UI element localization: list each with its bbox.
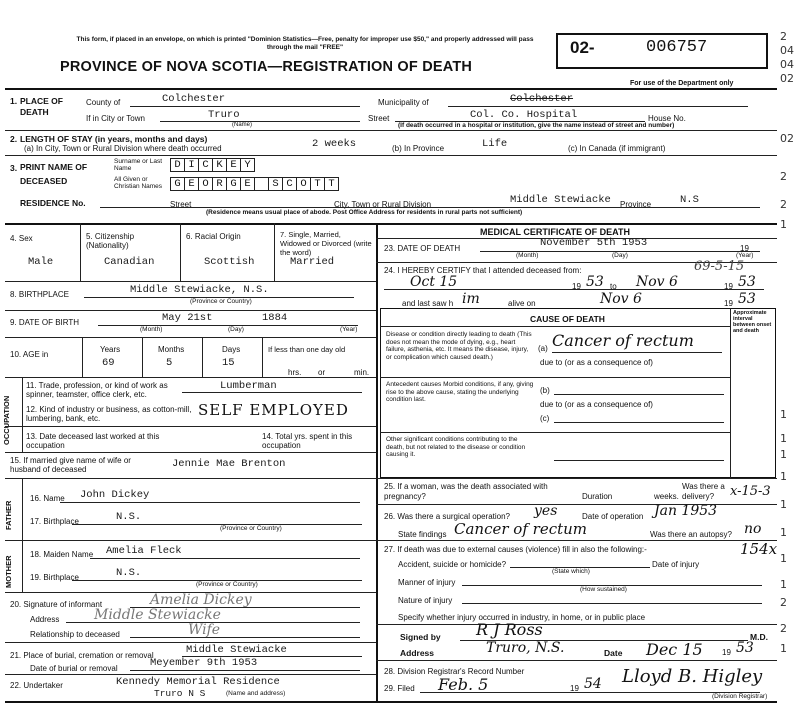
physician-date-19: 19 — [722, 648, 731, 657]
divider — [80, 223, 81, 281]
mother-bp-value: N.S. — [116, 567, 142, 579]
divider — [376, 660, 777, 661]
dod-value: November 5th 1953 — [540, 237, 648, 249]
margin-code: 1 — [780, 578, 787, 591]
weeks-label: weeks. — [654, 492, 679, 501]
dob-month-hint: (Month) — [140, 326, 163, 333]
cause-code-note: 154x — [740, 540, 778, 558]
place-label: PLACE OF DEATH — [20, 96, 63, 117]
to-19: 19 — [724, 282, 733, 291]
residence-label: RESIDENCE No. — [20, 198, 86, 208]
external-label: 27. If death was due to external causes (violence) fill in also the following:- — [384, 545, 647, 554]
dob-label: 9. DATE OF BIRTH — [10, 318, 80, 327]
divider — [274, 223, 275, 281]
divider — [142, 337, 143, 377]
last-saw-label: and last saw h — [402, 299, 454, 308]
divider — [5, 540, 376, 541]
center-divider — [376, 223, 378, 701]
racial-value: Scottish — [204, 256, 255, 268]
given-letter-box: E — [184, 177, 199, 191]
occupation-side-label: OCCUPATION — [2, 395, 11, 445]
min-label: min. — [354, 368, 370, 377]
due-to-b: due to (or as a consequence of) — [540, 400, 653, 409]
street-value: Col. Co. Hospital — [470, 109, 578, 121]
city-value: Truro — [208, 109, 240, 121]
surname-label: Surname or Last Name — [114, 158, 163, 172]
city-label: If in City or Town — [86, 114, 145, 123]
citizenship-label: 5. Citizenship (Nationality) — [86, 232, 135, 250]
divider — [5, 452, 376, 453]
stay-a-value: 2 weeks — [312, 138, 357, 150]
underline — [554, 422, 724, 423]
filed-value: Feb. 5 — [438, 675, 489, 694]
given-letter-box: T — [310, 177, 325, 191]
surname-letter-box: K — [212, 158, 227, 172]
months-label: Months — [158, 345, 185, 354]
date-op-label: Date of operation — [582, 512, 644, 521]
given-letter-box: R — [212, 177, 227, 191]
date-injury-label: Date of injury — [652, 560, 700, 569]
filed-year: 54 — [584, 676, 602, 692]
approx-interval-label: Approximate interval between onset and death — [733, 310, 772, 334]
divider — [376, 478, 777, 479]
divider — [82, 337, 83, 377]
physician-date: Dec 15 — [646, 640, 703, 659]
margin-code: 1 — [780, 218, 787, 231]
margin-code: 1 — [780, 448, 787, 461]
underline — [100, 207, 760, 208]
municipality-label: Municipality of — [378, 98, 429, 107]
less-day-label: If less than one day old — [268, 345, 346, 354]
dod-19: 19 — [740, 244, 749, 253]
informant-signature: Amelia Dickey — [150, 592, 252, 608]
undertaker-label: 22. Undertaker — [10, 681, 63, 690]
birthplace-hint: (Province or Country) — [190, 298, 252, 305]
frame-bottom — [5, 701, 777, 703]
underline — [448, 106, 748, 107]
burial-place-value: Middle Stewiacke — [186, 644, 287, 656]
dob-day-hint: (Day) — [228, 326, 244, 333]
relationship-label: Relationship to deceased — [30, 630, 120, 639]
certify-label: 24. I HEREBY CERTIFY that I attended deceased from: — [384, 266, 582, 275]
mother-bp-hint: (Province or Country) — [196, 581, 258, 588]
physician-address: Truro, N.S. — [486, 640, 565, 656]
divider — [380, 432, 730, 433]
margin-code: 2 — [780, 30, 787, 43]
given-letter-box: T — [324, 177, 339, 191]
date-op-value: Jan 1953 — [654, 503, 718, 519]
dob-year: 1884 — [262, 312, 288, 324]
name-hint: (Name) — [232, 122, 253, 128]
dob-month-day: May 21st — [162, 312, 213, 324]
due-to-a: due to (or as a consequence of) — [540, 358, 653, 367]
cause-c-prefix: (c) — [540, 414, 550, 423]
registrar-signature: Lloyd B. Higley — [622, 666, 763, 687]
divider — [5, 426, 376, 427]
immediate-cause-label: Disease or condition directly leading to death (This does not mean the mode of dying, e.g., heart failure, asthenia, etc. It means the disease, injury, or complication which caused death.) — [386, 331, 532, 361]
margin-code: 1 — [780, 470, 787, 483]
underline — [182, 392, 362, 393]
spouse-value: Jennie Mae Brenton — [172, 458, 286, 470]
birthplace-value: Middle Stewiacke, N.S. — [130, 284, 269, 296]
dod-year-hint: (Year) — [736, 252, 754, 259]
name-label: PRINT NAME OF DECEASED — [20, 162, 88, 186]
surname-letter-box: I — [184, 158, 199, 172]
birthplace-label: 8. BIRTHPLACE — [10, 290, 69, 299]
margin-code: 2 — [780, 622, 787, 635]
margin-code: 2 — [780, 170, 787, 183]
age-calculation-note: 69-5-15 — [694, 259, 745, 274]
informant-address-label: Address — [30, 615, 60, 624]
underline — [72, 524, 362, 525]
mother-name-label: 18. Maiden Name — [30, 550, 94, 559]
father-bp-label: 17. Birthplace — [30, 517, 79, 526]
antecedent-label: Antecedent causes Morbid conditions, if any, giving rise to the above cause, stating the underlying condition last. — [386, 381, 534, 403]
registration-prefix: 02- — [570, 38, 595, 57]
divider — [5, 337, 376, 338]
mother-bp-label: 19. Birthplace — [30, 573, 79, 582]
undertaker-value: Kennedy Memorial Residence — [116, 676, 280, 688]
dod-day-hint: (Day) — [612, 252, 628, 259]
margin-code: 2 — [780, 596, 787, 609]
relationship-value: Wife — [188, 622, 221, 638]
divider — [22, 377, 23, 452]
other-conditions-label: Other significant conditions contributing to the death, but not related to the disease or condition causing it. — [386, 436, 526, 458]
surname-letter-box: Y — [240, 158, 255, 172]
alive-on-label: alive on — [508, 299, 536, 308]
attended-from: Oct 15 — [410, 274, 458, 290]
underline — [130, 106, 360, 107]
underline — [552, 352, 722, 353]
alive-on-value: Nov 6 — [600, 291, 642, 307]
alive-19: 19 — [724, 299, 733, 308]
divider — [376, 540, 777, 541]
residence-street-label: Street — [170, 200, 192, 209]
registrar-record-label: 28. Division Registrar's Record Number — [384, 667, 525, 676]
trade-value: Lumberman — [220, 380, 277, 392]
physician-date-label: Date — [604, 648, 623, 658]
last-saw-him: im — [462, 291, 480, 307]
father-name-value: John Dickey — [80, 489, 150, 501]
physician-signature: R J Ross — [476, 620, 543, 639]
divider — [730, 308, 731, 478]
burial-place-label: 21. Place of burial, cremation or removal — [10, 651, 154, 660]
residence-province: N.S — [680, 194, 699, 206]
informant-address: Middle Stewiacke — [94, 607, 221, 623]
given-label: All Given or Christian Names — [114, 176, 163, 190]
registration-number: 006757 — [646, 38, 708, 57]
undertaker-city: Truro N S — [154, 688, 206, 699]
residence-division-label: City, Town or Rural Division — [334, 200, 432, 209]
underline — [60, 502, 360, 503]
last-worked-label: 13. Date deceased last worked at this occupation — [26, 432, 160, 450]
stay-b-value: Life — [482, 138, 508, 150]
mother-name-value: Amelia Fleck — [106, 545, 182, 557]
divider — [5, 310, 376, 311]
surname-letter-box: C — [198, 158, 213, 172]
name-num: 3. — [10, 163, 18, 173]
filed-label: 29. Filed — [384, 684, 415, 693]
registrar-hint: (Division Registrar) — [712, 693, 768, 700]
divider — [5, 377, 376, 378]
years-label: Years — [100, 345, 121, 354]
autopsy-label: Was there an autopsy? — [650, 530, 732, 539]
specify-label: Specify whether injury occurred in industry, in home, or in public place — [398, 613, 646, 622]
trade-label: 11. Trade, profession, or kind of work as spinner, teamster, office clerk, etc. — [26, 381, 168, 399]
statistical-code-note: x-15-3 — [730, 484, 771, 499]
divider — [5, 642, 376, 643]
given-letter-box — [254, 177, 269, 191]
given-letter-box: G — [170, 177, 185, 191]
days-label: Days — [222, 345, 241, 354]
underline — [130, 637, 360, 638]
stay-a-label: (a) In City, Town or Rural Division where death occurred — [24, 144, 222, 153]
status-label: 7. Single, Married, Widowed or Divorced (write the word) — [280, 230, 372, 257]
stay-num: 2. — [10, 134, 18, 144]
margin-code: 04 — [780, 44, 794, 57]
stay-label: LENGTH OF STAY (in years, months and days) — [20, 134, 208, 144]
margin-code: 04 — [780, 58, 794, 71]
cause-a-prefix: (a) — [538, 344, 548, 353]
hospital-note: (If death occurred in a hospital or institution, give the name instead of street and number) — [398, 122, 675, 129]
accident-label: Accident, suicide or homicide? — [398, 560, 507, 569]
margin-code: 2 — [780, 198, 787, 211]
margin-code: 02 — [780, 132, 794, 145]
municipality-value: Colchester — [510, 93, 574, 105]
father-bp-hint: (Province or Country) — [220, 525, 282, 532]
county-label: County of — [86, 98, 121, 107]
findings-value: Cancer of rectum — [454, 520, 588, 538]
alive-year: 53 — [738, 291, 756, 307]
spouse-label: 15. If married give name of wife or husband of deceased — [10, 456, 131, 474]
age-days: 15 — [222, 357, 235, 369]
father-name-label: 16. Name — [30, 494, 65, 503]
residence-division: Middle Stewiacke — [510, 194, 611, 206]
divider — [5, 155, 777, 156]
divider — [5, 674, 376, 675]
cause-title: CAUSE OF DEATH — [530, 314, 605, 324]
medical-title: MEDICAL CERTIFICATE OF DEATH — [480, 227, 630, 237]
racial-label: 6. Racial Origin — [186, 232, 241, 241]
cause-b-prefix: (b) — [540, 386, 550, 395]
physician-address-label: Address — [400, 648, 435, 658]
underline — [130, 670, 360, 671]
father-bp-value: N.S. — [116, 511, 142, 523]
underline — [554, 394, 724, 395]
dob-year-hint: (Year) — [340, 326, 358, 333]
from-19: 19 — [572, 282, 581, 291]
physician-date-year: 53 — [736, 640, 754, 656]
form-title: PROVINCE OF NOVA SCOTIA—REGISTRATION OF DEATH — [60, 59, 473, 75]
frame-top — [5, 88, 777, 90]
undertaker-hint: (Name and address) — [226, 690, 286, 697]
margin-code: 1 — [780, 498, 787, 511]
to-year: 53 — [738, 274, 756, 290]
dod-month-hint: (Month) — [516, 252, 539, 259]
mother-side-label: MOTHER — [4, 555, 13, 588]
nature-label: Nature of injury — [398, 596, 453, 605]
house-label: House No. — [648, 114, 686, 123]
place-num: 1. — [10, 96, 18, 106]
age-years: 69 — [102, 357, 115, 369]
delivery-label: Was there a delivery? — [682, 482, 725, 501]
given-letter-box: S — [268, 177, 283, 191]
margin-code: 1 — [780, 526, 787, 539]
sex-label: 4. Sex — [10, 234, 33, 243]
margin-code: 1 — [780, 408, 787, 421]
given-boxes — [170, 177, 338, 191]
underline — [90, 558, 360, 559]
divider — [380, 377, 730, 378]
citizenship-value: Canadian — [104, 256, 155, 268]
margin-code: 1 — [780, 552, 787, 565]
burial-date-label: Date of burial or removal — [30, 664, 118, 673]
street-label: Street — [368, 114, 390, 123]
autopsy-value: no — [744, 521, 762, 537]
margin-codes — [778, 30, 798, 720]
findings-label: State findings — [398, 530, 447, 539]
age-label: 10. AGE in — [10, 350, 49, 359]
filed-19: 19 — [570, 684, 579, 693]
sex-value: Male — [28, 256, 54, 268]
stay-b-label: (b) In Province — [392, 144, 445, 153]
residence-province-label: Province — [620, 200, 652, 209]
underline — [554, 460, 724, 461]
divider — [376, 624, 777, 625]
divider — [180, 223, 181, 281]
cause-a-value: Cancer of rectum — [552, 331, 694, 350]
divider — [5, 478, 376, 479]
informant-sig-label: 20. Signature of informant — [10, 600, 103, 609]
divider — [5, 130, 777, 131]
header-notice: This form, if placed in an envelope, on which is printed "Dominion Statistics—Free, penalty for improper use $50," and properly addressed will pass through the mail "FREE" — [76, 36, 534, 51]
total-years-label: 14. Total yrs. spent in this occupation — [262, 432, 353, 450]
divider — [5, 281, 376, 282]
state-which-hint: (State which) — [552, 568, 590, 575]
to-label: to — [610, 282, 617, 291]
divider — [5, 223, 777, 225]
given-letter-box: O — [198, 177, 213, 191]
manner-label: Manner of injury — [398, 578, 456, 587]
divider — [22, 478, 23, 540]
age-months: 5 — [166, 357, 173, 369]
attended-to: Nov 6 — [636, 274, 678, 290]
duration-label: Duration — [582, 492, 613, 501]
surgery-label: 26. Was there a surgical operation? — [384, 512, 510, 521]
underline — [160, 121, 360, 122]
signed-label: Signed by — [400, 632, 441, 642]
given-letter-box: C — [282, 177, 297, 191]
residence-note: (Residence means usual place of abode. Post Office Address for residents in rural parts not sufficient) — [206, 209, 523, 216]
underline — [384, 289, 764, 290]
divider — [262, 337, 263, 377]
divider — [202, 337, 203, 377]
margin-code: 02 — [780, 72, 794, 85]
surname-letter-box: E — [226, 158, 241, 172]
surname-letter-box: D — [170, 158, 185, 172]
margin-code: 1 — [780, 432, 787, 445]
hrs-label: hrs. — [288, 368, 302, 377]
underline — [462, 603, 762, 604]
from-year: 53 — [586, 274, 604, 290]
father-side-label: FATHER — [4, 500, 13, 530]
department-use-note: For use of the Department only — [630, 80, 734, 87]
underline — [420, 692, 760, 693]
woman-label: 25. If a woman, was the death associated with pregnancy? — [384, 482, 548, 501]
given-letter-box: E — [240, 177, 255, 191]
county-value: Colchester — [162, 93, 226, 105]
divider — [380, 326, 730, 327]
industry-label: 12. Kind of industry or business, as cotton-mill, lumbering, bank, etc. — [26, 405, 192, 423]
how-sustained-hint: (How sustained) — [580, 586, 627, 593]
margin-code: 1 — [780, 642, 787, 655]
given-letter-box: O — [296, 177, 311, 191]
md-label: M.D. — [750, 632, 768, 642]
divider — [22, 540, 23, 592]
burial-date-value: Meyember 9th 1953 — [150, 657, 258, 669]
stay-c-label: (c) In Canada (if immigrant) — [568, 144, 666, 153]
status-value: Married — [290, 256, 335, 268]
surgery-value: yes — [534, 503, 558, 519]
industry-value: SELF EMPLOYED — [198, 401, 349, 419]
dod-label: 23. DATE OF DEATH — [384, 244, 461, 253]
given-letter-box: G — [226, 177, 241, 191]
or-label: or — [318, 368, 326, 377]
surname-boxes — [170, 158, 254, 172]
